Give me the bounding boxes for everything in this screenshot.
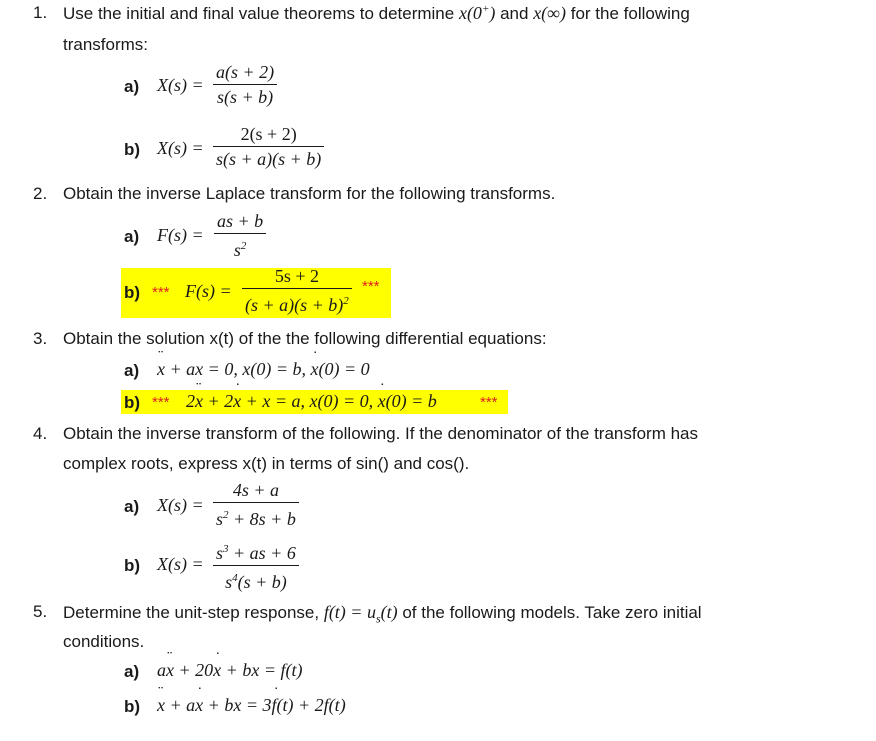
- q1-text-c: transforms:: [63, 35, 149, 54]
- q5a-equation: [157, 660, 303, 681]
- q5-text: [63, 602, 702, 627]
- q1a-denominator: s(s + b): [216, 87, 274, 107]
- q3b-stars-end: ***: [480, 394, 498, 411]
- q1-and: and: [495, 4, 534, 23]
- q1-number: 1.: [33, 3, 48, 22]
- q1b-fraction: [213, 124, 324, 169]
- q5-text-a: Determine the unit-step response,: [63, 603, 324, 622]
- q3a-equation: [157, 359, 370, 380]
- q1-text-a: Use the initial and final value theorems to determine: [63, 4, 459, 23]
- q1a-fraction: [213, 62, 277, 107]
- fraction-bar: [213, 565, 299, 566]
- q2b-label: b): [124, 283, 141, 302]
- q4b-numerator: $s^3$ + as + 6: [216, 543, 296, 563]
- fraction-bar: [213, 146, 324, 147]
- q5b-eq-text: ¨ x + a˙ x + bx = 3˙ f(t) + 2f(t): [157, 695, 346, 715]
- q2b-numerator: 5s + 2: [274, 266, 319, 286]
- q2a-label: a): [124, 227, 140, 246]
- q1a-label: a): [124, 77, 140, 96]
- q1a-lhs: X(s) =: [157, 75, 204, 95]
- q1-math-xinf: x(∞): [533, 3, 566, 23]
- q5b-equation: [157, 695, 346, 716]
- fraction-bar: [213, 84, 277, 85]
- q2-number: 2.: [33, 184, 48, 203]
- q2a-fraction: [214, 211, 266, 260]
- q3-number: 3.: [33, 329, 48, 348]
- q4a-fraction: [213, 480, 299, 529]
- q4b-fraction: [213, 539, 299, 592]
- q4a-numerator: 4s + a: [232, 480, 279, 500]
- q3b-equation: [186, 391, 437, 412]
- q2b-stars-end: ***: [362, 278, 380, 295]
- q3a-label: a): [124, 361, 140, 380]
- q2a-numerator: as + b: [217, 211, 264, 231]
- q1-text-b: for the following: [566, 4, 690, 23]
- q3b-stars: ***: [152, 394, 170, 411]
- q5-number: 5.: [33, 602, 48, 621]
- q4-text-a: Obtain the inverse transform of the following. If the denominator of the transform has: [63, 424, 698, 443]
- q1-text: [63, 3, 690, 24]
- q2-text: Obtain the inverse Laplace transform for the following transforms.: [63, 184, 556, 203]
- q2b-fraction: [242, 266, 352, 315]
- fraction-bar: [242, 288, 352, 289]
- q5-text-c: conditions.: [63, 632, 145, 651]
- q5a-label: a): [124, 662, 140, 681]
- q1b-denominator: s(s + a)(s + b): [216, 149, 322, 169]
- q1a-numerator: a(s + 2): [216, 62, 275, 82]
- q4-text-b: complex roots, express x(t) in terms of sin() and cos().: [63, 454, 470, 473]
- q4b-denominator: $s^4(s + b)$: [225, 572, 287, 592]
- q4-number: 4.: [33, 424, 48, 443]
- q5b-label: b): [124, 697, 141, 716]
- q2b-lhs: F(s) =: [185, 281, 232, 301]
- q1b-numerator: 2(s + 2): [240, 124, 297, 144]
- q1b-label: b): [124, 140, 141, 159]
- q2b-stars: ***: [152, 284, 170, 301]
- q3-text: Obtain the solution x(t) of the the following differential equations:: [63, 329, 547, 348]
- q2a-denominator: $s^2$: [233, 240, 247, 260]
- q3a-eq-text: ¨ x + ax = 0, x(0) = b, ˙ x(0) = 0: [157, 359, 370, 379]
- q5-text-b: of the following models. Take zero initial: [397, 603, 702, 622]
- fraction-bar: [213, 502, 299, 503]
- q4a-lhs: X(s) =: [157, 495, 204, 515]
- q1-math-x0: x(0+): [458, 3, 496, 23]
- q5-math: $f(t) = u_s(t)$: [323, 602, 398, 626]
- q4a-denominator: $s^2 + 8s + b$: [216, 509, 296, 529]
- q2a-lhs: F(s) =: [157, 225, 204, 245]
- q3b-eq-text: 2¨ x + 2˙ x + x = a, x(0) = 0, ˙ x(0) = b: [186, 391, 437, 411]
- q4a-label: a): [124, 497, 140, 516]
- fraction-bar: [214, 233, 266, 234]
- q2b-denominator: $(s + a)(s + b)^2$: [245, 295, 349, 315]
- q4b-label: b): [124, 556, 141, 575]
- q4b-lhs: X(s) =: [157, 554, 204, 574]
- q3b-label: b): [124, 393, 141, 412]
- q5a-eq-text: a¨ x + 20˙ x + bx = f(t): [157, 660, 303, 680]
- q1b-lhs: X(s) =: [157, 138, 204, 158]
